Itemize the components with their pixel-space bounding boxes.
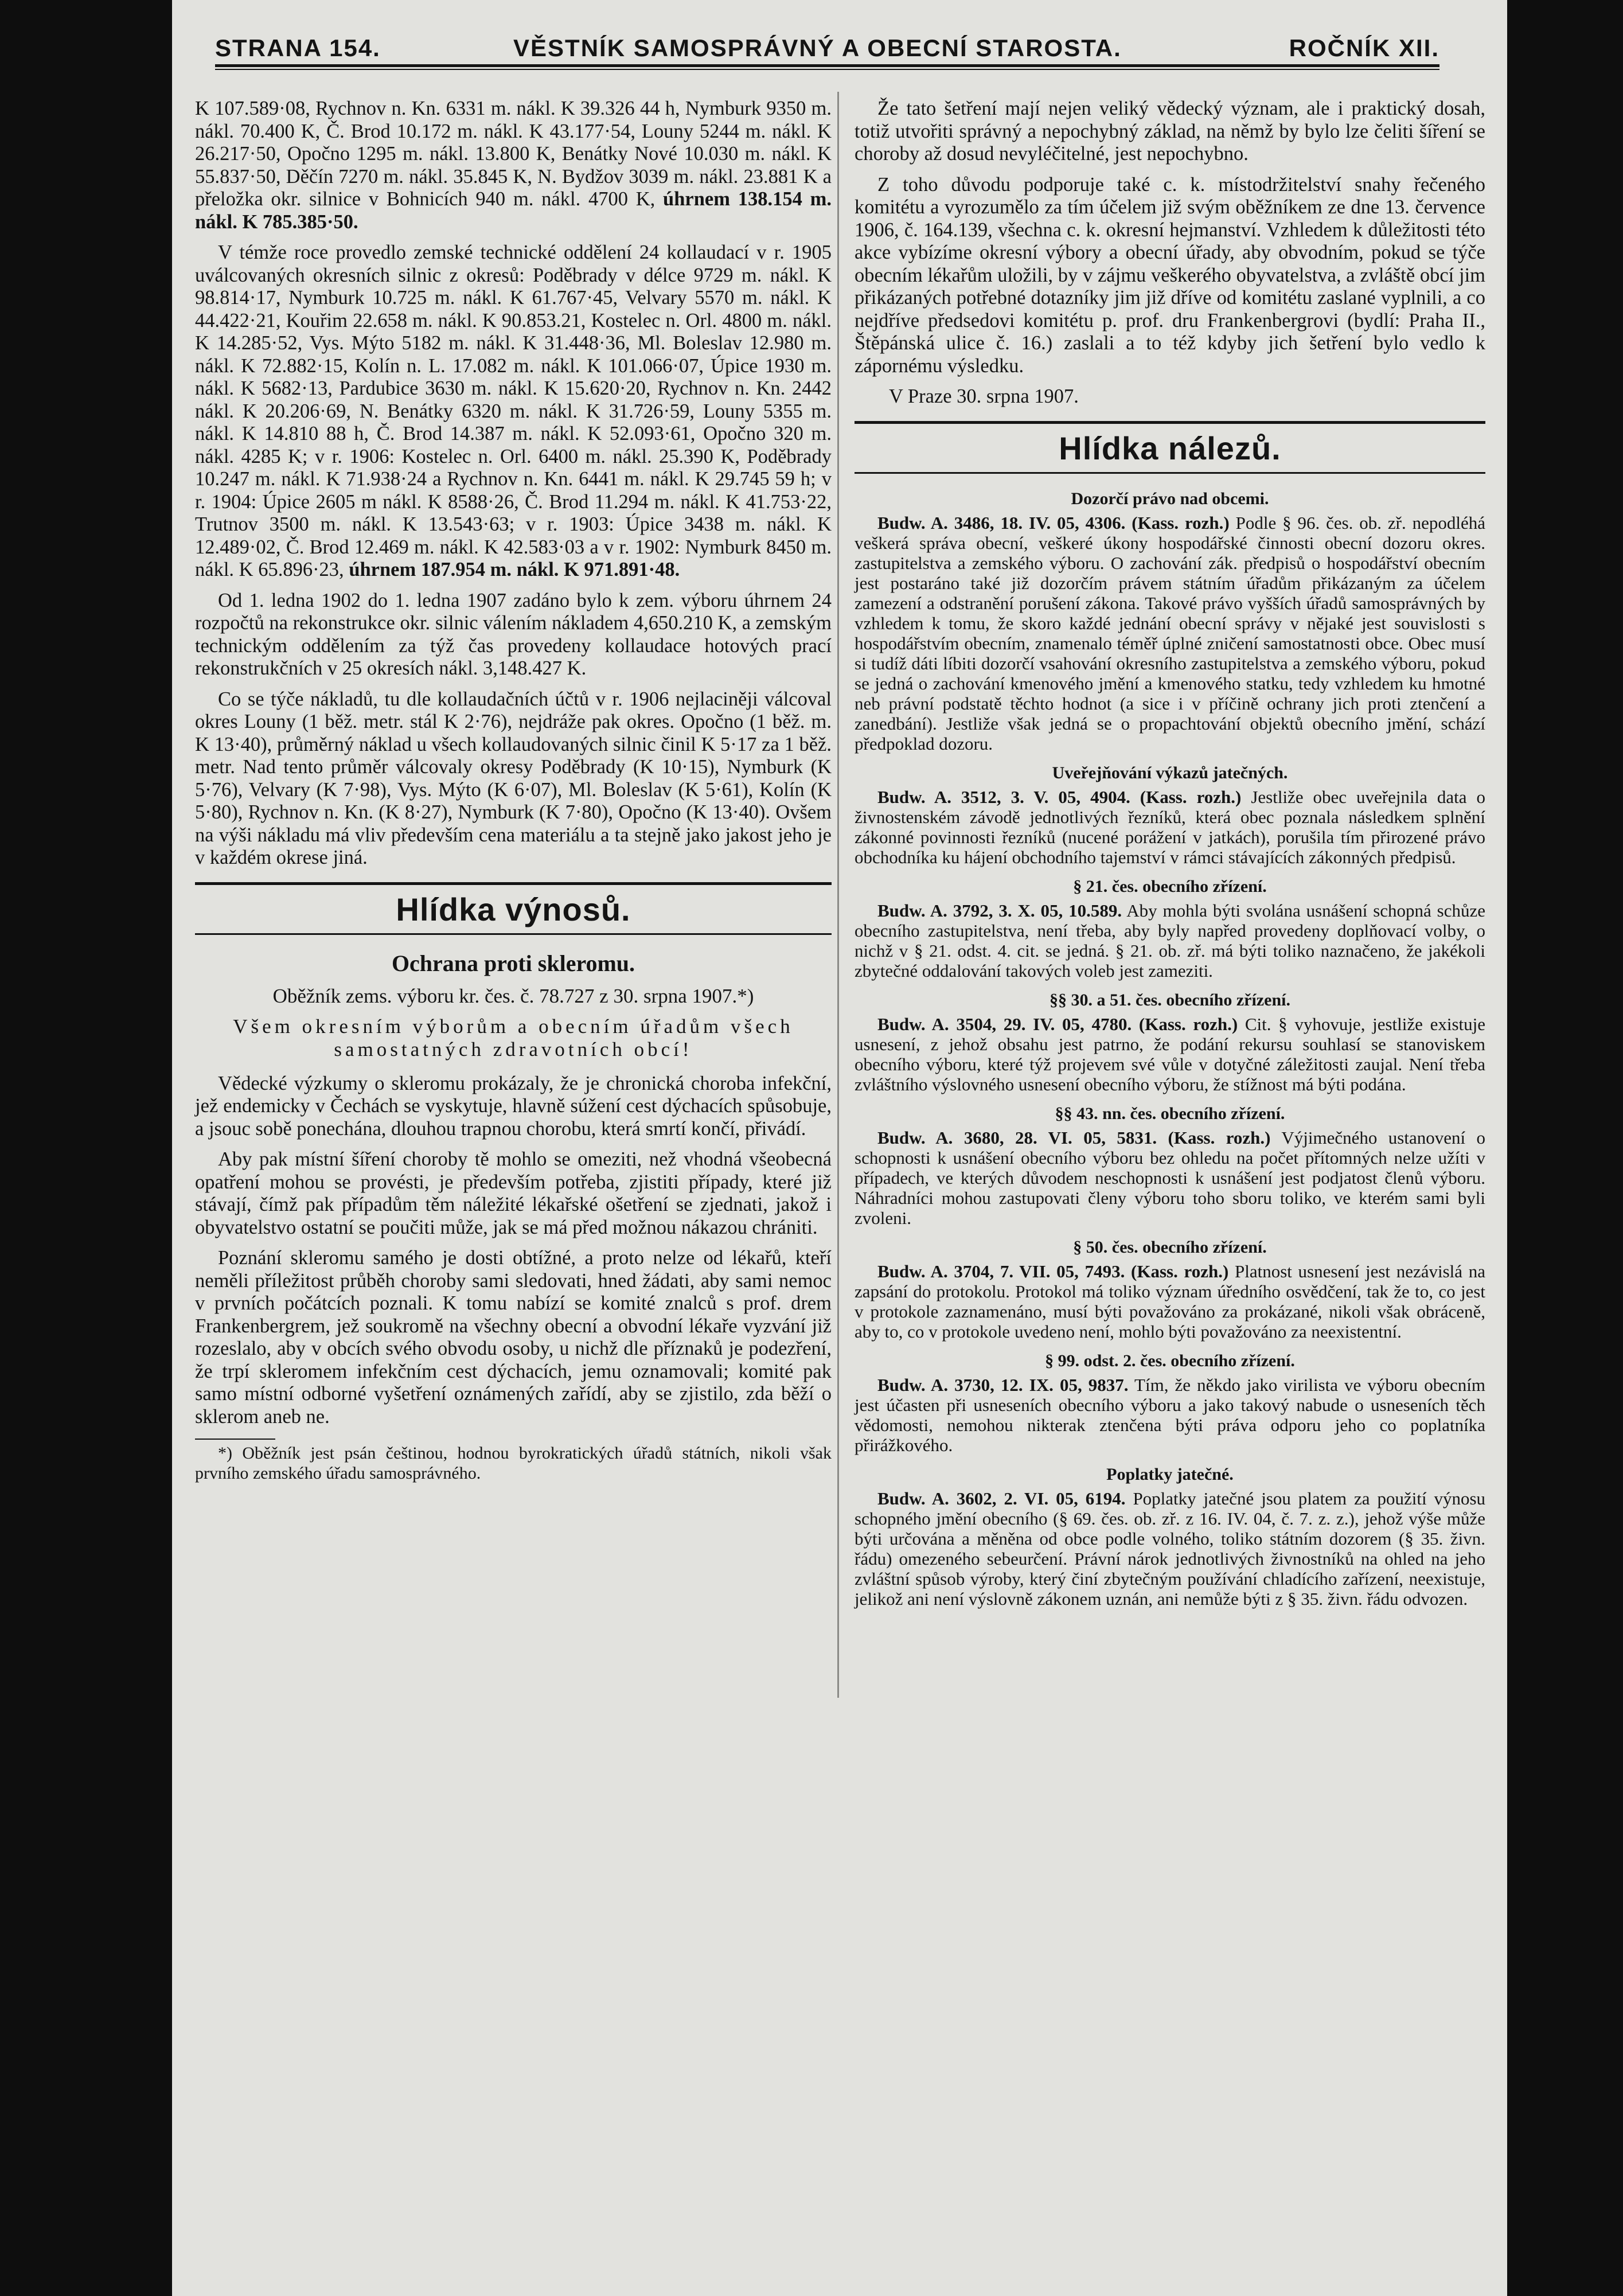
case-reference: Budw. A. 3792, 3. X. 05, 10.589. xyxy=(877,900,1122,921)
paragraph: Od 1. ledna 1902 do 1. ledna 1907 zadáno bylo k zem. výboru úhrnem 24 rozpočtů na rekonstrukce okr. silnic válením nákladem 4,650.210 K, a zemským technickým oddělením za týž čas provedeny kollaudace hotových prací rekonstrukčních v 25 okresích nákl. 3,148.427 K. xyxy=(195,589,832,679)
article-subtitle: Oběžník zems. výboru kr. čes. č. 78.727 z 30. srpna 1907.*) xyxy=(272,984,754,1007)
article-title: Ochrana proti skleromu. xyxy=(391,950,635,976)
ruling: Budw. A. 3730, 12. IX. 05, 9837. Tím, že někdo jako virilista ve výboru obecním jest účasten při usneseních obecního výboru a jako takový nabude o usneseních těch vědomosti, nemohou nikterak ztenčena býti práva odporu jeho co poplatníka přirážkového. xyxy=(855,1374,1485,1455)
paragraph: Aby pak místní šíření choroby tě mohlo se omeziti, než vhodná všeobecná opatření mohou se provésti, je především potřeba, zjistiti případy, které již stávají, čímž pak případům těm náležité lékařské ošetření se zjednati, jakož i obyvatelstvo ostatní se poučiti může, jak se má před možnou nákazou chrániti. xyxy=(195,1148,832,1238)
subsection-heading: §§ 43. nn. čes. obecního zřízení. xyxy=(1055,1104,1285,1123)
total-summary: úhrnem 138.154 m. nákl. K 785.385·50. xyxy=(195,188,832,233)
date-line: V Praze 30. srpna 1907. xyxy=(889,385,1079,407)
section-title-vynosu: Hlídka výnosů. xyxy=(396,891,631,927)
paragraph: Poznání skleromu samého je dosti obtížné, a proto nelze od lékařů, kteří neměli příležitost průběh choroby sami sledovati, hned žádati, aby sami nemoc v prvních počátcích poznali. K tomu nabízí se komité znalců s prof. drem Frankenbergrem, jež soukromě na všechny obecní a obvodní lékaře vyzvání již rozeslalo, aby v obcích svého obvodu osoby, u nichž dle příznaků je podezření, že trpí skleromem infekčním cest dýchacích, jemu oznamovali; komité pak samo místní odborné vyšetření oznámených zařídí, aby se zjistilo, zda běží o sklerom aneb ne. xyxy=(195,1247,832,1428)
newspaper-page xyxy=(172,0,1507,2296)
subsection-heading: Dozorčí právo nad obcemi. xyxy=(1071,489,1269,508)
ruling: Budw. A. 3602, 2. VI. 05, 6194. Poplatky jatečné jsou platem za použití výnosu schopného jmění obecního (§ 69. čes. ob. zř. z 16. IV. 04, č. 7. z. z.), jehož výše může býti určována a měněna od obce podle volného, toliko státním dozorem (§ 35. živn. řádu) omezeného sebeurčení. Právní nárok jednotlivých živnostníků na ohled na jeho zvláštní spůsob výroby, který činí zbytečným používání chladícího zařízení, neexistuje, jelikož ani není výslovně zákonem uznán, ani nemůže býti z § 35. živn. řádu odvozen. xyxy=(855,1488,1486,1609)
ruling: Budw. A. 3792, 3. X. 05, 10.589. Aby mohla býti svolána usnášení schopná schůze obecního zastupitelstva, není třeba, aby byly napřed provedeny doplňovací volby, o nichž v § 21. odst. 4. cit. se jedná. § 21. ob. zř. má býti toliko naznačeno, že jakékoli zbytečné oddalování takových voleb jest zameziti. xyxy=(855,900,1485,981)
right-column xyxy=(855,98,1485,1617)
section-rule xyxy=(195,882,832,885)
case-reference: Budw. A. 3704, 7. VII. 05, 7493. (Kass. rozh.) xyxy=(877,1261,1229,1281)
case-reference: Budw. A. 3602, 2. VI. 05, 6194. xyxy=(877,1488,1126,1508)
footnote: *) Oběžník jest psán češtinou, hodnou byrokratických úřadů státních, nikoli však prvního zemského úřadu samosprávného. xyxy=(195,1444,832,1483)
volume-number: ROČNÍK XII. xyxy=(1289,34,1439,61)
subsection-heading: § 50. čes. obecního zřízení. xyxy=(1073,1237,1267,1257)
page-header xyxy=(215,28,1439,68)
subsection-heading: Poplatky jatečné. xyxy=(1106,1464,1234,1484)
subsection-heading: § 99. odst. 2. čes. obecního zřízení. xyxy=(1045,1351,1295,1370)
paragraph: V témže roce provedlo zemské technické oddělení 24 kollaudací v r. 1905 uválcovaných okresních silnic z okresů: Poděbrady v délce 9729 m. nákl. K 98.814·17, Nymburk 10.725 m. nákl. K 61.767·45, Velvary 5570 m. nákl. K 44.422·21, Kouřim 22.658 m. nákl. K 90.853.21, Kostelec n. Orl. 4800 m. nákl. K 14.285·52, Vys. Mýto 5182 m. nákl. K 31.448·36, Ml. Boleslav 12.980 m. nákl. K 72.882·15, Kolín n. L. 17.082 m. nákl. K 101.066·07, Úpice 1930 m. nákl. K 5682·13, Pardubice 3630 m. nákl. K 15.620·20, Rychnov n. Kn. 2442 nákl. K 20.206·69, N. Benátky 6320 m. nákl. K 31.726·59, Louny 5355 m. nákl. K 14.810 88 h, Č. Brod 14.387 m. nákl. K 52.093·61, Opočno 320 m. nákl. 4285 K; v r. 1906: Kostelec n. Orl. 6400 m. nákl. 25.390 K, Poděbrady 10.247 m. nákl. K 71.938·24 a Rychnov n. Kn. 6441 m. nákl. K 29.745 59 h; v r. 1904: Úpice 2605 m nákl. K 8588·26, Č. Brod 11.294 m. nákl. K 41.753·22, Trutnov 3500 m. nákl. K 13.543·63; v r. 1903: Úpice 3438 m. nákl. K 12.489·02, Č. Brod 12.469 m. nákl. K 42.583·03 a v r. 1902: Nymburk 8450 m. nákl. K 65.896·23, úhrnem 187.954 m. nákl. K 971.891·48. xyxy=(195,241,832,580)
article-addressee: Všem okresním výborům a obecním úřadům všech samostatných zdravotních obcí! xyxy=(233,1015,794,1061)
ruling: Budw. A. 3504, 29. IV. 05, 4780. (Kass. rozh.) Cit. § vyhovuje, jestliže existuje usnesení, z jehož obsahu jest patrno, že podání rekursu souhlasí se stanoviskem obecního výboru, které týž projevem své vůle v dotyčné záležitosti zaujal. Není třeba zvláštního výslovného usnesení obecního výboru, že stížnost má býti podána. xyxy=(855,1013,1485,1094)
case-reference: Budw. A. 3504, 29. IV. 05, 4780. (Kass. rozh.) xyxy=(877,1013,1238,1034)
paragraph: Vědecké výzkumy o skleromu prokázaly, že je chronická choroba infekční, jež endemicky v Čechách se vyskytuje, hlavně súžení cest dýchacích spůsobuje, a jsouc sobě ponechána, dlouhou trapnou chorobu, která smrtí končí, přivádí. xyxy=(195,1072,832,1140)
header-rule xyxy=(215,64,1439,67)
ruling: Budw. A. 3680, 28. VI. 05, 5831. (Kass. rozh.) Výjimečného ustanovení o schopnosti k usnášení obecního výboru bez ohledu na počet přítomných nelze užíti v případech, ve kterých důvodem neschopnosti k usnášení jest podjatost členů výboru. Náhradníci mohou zastupovati členy výboru toho sboru toliko, ve kterém sami byli zvoleni. xyxy=(855,1127,1486,1228)
left-column xyxy=(195,98,832,1491)
case-reference: Budw. A. 3512, 3. V. 05, 4904. (Kass. rozh.) xyxy=(877,786,1242,807)
subsection-heading: § 21. čes. obecního zřízení. xyxy=(1073,876,1267,896)
section-rule xyxy=(195,933,832,935)
case-reference: Budw. A. 3680, 28. VI. 05, 5831. (Kass. rozh.) xyxy=(877,1127,1271,1148)
ruling: Budw. A. 3486, 18. IV. 05, 4306. (Kass. rozh.) Podle § 96. čes. ob. zř. nepodléhá veškerá správa obecní, veškeré úkony hospodářské činnosti obecní dozoru okres. zastupitelstva a zemského výboru. O zachování zák. předpisů o hospodářství obecním jest postaráno také již dozorčím právem státním úřadům přikázaným za účelem zamezení a odstranění porušení zákona. Takové právo vyšších úřadů samosprávných by vzhledem k tomu, že skoro každé jednání obecní správy v nějaké jest souvislosti s hospodářstvím obecním, znamenalo téměř úplné zničení samostatnosti obce. Obec musí si tudíž dáti líbiti dozorčí vsahování okresního zastupitelstva a zemského výboru, pokud se jedná o zachování kmenového jmění a kmenového statku, tedy vzhledem ku hmotné neb právní podstatě těchto hodnot (a sice i v příčině ochrany jich proti ztenčení a zanedbání). Jestliže však jedná se o propachtování objektů obecního jmění, schází předpoklad dozoru. xyxy=(855,512,1485,754)
column-divider xyxy=(837,92,839,1698)
paragraph: Z toho důvodu podporuje také c. k. místodržitelství snahy řečeného komitétu a vyrozumělo za tím účelem již svým oběžníkem ze dne 13. července 1906, č. 164.139, všechna c. k. okresní hejmanství. Vzhledem k důležitosti této akce vybízíme okresní výbory a obecní úřady, aby obvodním, pokud se týče obecním lékařům uložili, by v zájmu veškerého obyvatelstva, a zvláště obcí jim přikázaných potřebné dotazníky jim již dříve od komitétu zaslané vyplnili, a co nejdříve předsedovi komitétu p. prof. dru Frankenbergrovi (bydlí: Praha II., Štěpánská ulice č. 16.) zaslali a to též kdyby jich šetření bylo vedlo k zápornému výsledku. xyxy=(855,173,1485,377)
journal-title: VĚSTNÍK SAMOSPRÁVNÝ A OBECNÍ STAROSTA. xyxy=(513,34,1122,61)
section-rule xyxy=(855,421,1485,424)
subsection-heading: Uveřejňování výkazů jatečných. xyxy=(1052,763,1288,782)
page-number: STRANA 154. xyxy=(215,34,381,61)
ruling: Budw. A. 3512, 3. V. 05, 4904. (Kass. rozh.) Jestliže obec uveřejnila data o živnostenském závodě jednotlivých řezníků, která obec poznala následkem splnění zákonné povinnosti řezníků (nucené porážení v jatkách), porušila tím přirozené právo obchodníka ku hájení obchodního tajemství v rámci stávajících zákonných předpisů. xyxy=(855,786,1485,867)
section-rule xyxy=(855,472,1485,474)
paragraph: Co se týče nákladů, tu dle kollaudačních účtů v r. 1906 nejlaciněji válcoval okres Louny (1 běž. metr. stál K 2·76), nejdráže pak okres. Opočno (1 běž. m. K 13·40), průměrný náklad u všech kollaudovaných silnic činil K 5·17 za 1 běž. metr. Nad tento průměr válcovaly okresy Poděbrady (K 10·15), Nymburk (K 5·76), Velvary (K 7·98), Vys. Mýto (K 6·07), Ml. Boleslav (K 5·61), Kolín (K 5·80), Rychnov n. Kn. (K 8·27), Nymburk (K 7·80), Opočno (K 13·40). Ovšem na výši nákladu má vliv především cena materiálu a ta stejně jako jakost jeho je v každém okrese jiná. xyxy=(195,688,832,868)
paragraph: Že tato šetření mají nejen veliký vědecký význam, ale i praktický dosah, totiž utvořiti správný a nepochybný základ, na němž by bylo lze čeliti šíření se choroby až dosud nevyléčitelné, jest nepochybno. xyxy=(855,98,1485,165)
total-summary: úhrnem 187.954 m. nákl. K 971.891·48. xyxy=(349,559,680,580)
case-reference: Budw. A. 3730, 12. IX. 05, 9837. xyxy=(877,1374,1129,1395)
case-reference: Budw. A. 3486, 18. IV. 05, 4306. (Kass. rozh.) xyxy=(877,512,1230,533)
subsection-heading: §§ 30. a 51. čes. obecního zřízení. xyxy=(1050,990,1290,1009)
ruling: Budw. A. 3704, 7. VII. 05, 7493. (Kass. rozh.) Platnost usnesení jest nezávislá na zapsání do protokolu. Protokol má toliko význam úředního osvědčení, tak že to, co jest v protokole zaznamenáno, musí býti považováno za prokázané, nikoli však obráceně, aby to, co v protokole uvedeno není, mohlo býti považováno za neexistentní. xyxy=(855,1261,1486,1342)
header-rule-thin xyxy=(215,69,1439,70)
section-title-nalezu: Hlídka nálezů. xyxy=(1059,430,1281,466)
paragraph: K 107.589·08, Rychnov n. Kn. 6331 m. nákl. K 39.326 44 h, Nymburk 9350 m. nákl. 70.400 K, Č. Brod 10.172 m. nákl. K 43.177·54, Louny 5244 m. nákl. K 26.217·50, Opočno 1295 m. nákl. 13.800 K, Benátky Nové 10.030 m. nákl. K 55.837·50, Děčín 7270 m. nákl. 35.845 K, N. Bydžov 3039 m. nákl. 23.881 K a přeložka okr. silnice v Bohnicích 940 m. nákl. 4700 K, úhrnem 138.154 m. nákl. K 785.385·50. xyxy=(195,98,832,233)
footnote-rule xyxy=(195,1439,275,1440)
